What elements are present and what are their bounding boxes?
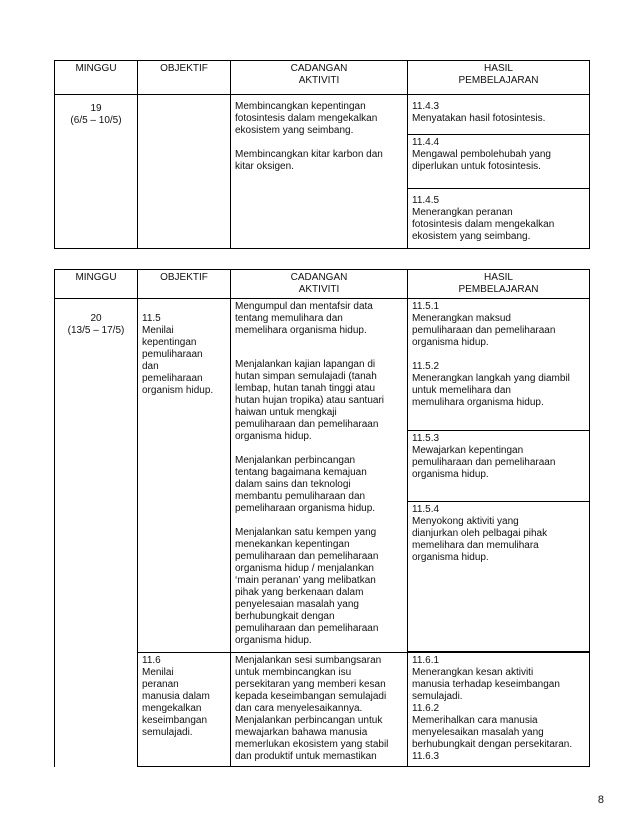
header-minggu <box>55 270 138 299</box>
week-cell <box>55 95 138 249</box>
header-cadangan-aktiviti <box>231 270 408 299</box>
header-minggu-text: MINGGU <box>75 63 117 74</box>
week-label: 20 (13/5 – 17/5) <box>67 313 125 336</box>
activity-text: Membincangkan kitar karbon dan kitar oksigen. <box>235 149 383 172</box>
lesson-table-week-20 <box>54 269 590 767</box>
header-hasil-pembelajaran <box>408 270 590 299</box>
objective-cell <box>138 299 231 653</box>
header-objektif-text: OBJEKTIF <box>160 63 208 74</box>
outcome-text: 11.4.4 Mengawal pembolehubah yang diperlukan untuk fotosintesis. <box>412 137 551 172</box>
activity-cell <box>231 653 408 767</box>
header-cadangan-text: CADANGAN AKTIVITI <box>290 272 348 295</box>
header-objektif-text: OBJEKTIF <box>160 272 208 283</box>
lesson-table-week-19 <box>54 60 590 249</box>
outcome-text: 11.5.3 Mewajarkan kepentingan pemuliharaan dan pemeliharaan organisma hidup. <box>412 433 556 480</box>
activity-text: Menjalankan satu kempen yang menekankan kepentingan pemuliharaan dan pemeliharaan organisma hidup / menjalankan ‘main peranan’ yang melibatkan pihak yang berkenaan dalam penyelesaian masalah yang berhubungkait dengan pemuliharaan dan pemeliharaan organisma hidup. <box>235 527 379 646</box>
outcome-cell <box>408 431 590 502</box>
header-cadangan-text: CADANGAN AKTIVITI <box>290 63 348 86</box>
table-header-row <box>55 270 590 299</box>
outcome-text: 11.5.2 Menerangkan langkah yang diambil untuk memelihara dan memulihara organisma hidup. <box>412 361 570 408</box>
header-hasil-text: HASIL PEMBELAJARAN <box>458 272 539 295</box>
outcome-cell <box>408 502 590 652</box>
activity-text: Mengumpul dan mentafsir data tentang memulihara dan memelihara organisma hidup. <box>235 301 373 336</box>
header-hasil-pembelajaran <box>408 61 590 95</box>
outcome-text: 11.4.3 Menyatakan hasil fotosintesis. <box>412 101 546 124</box>
header-minggu <box>55 61 138 95</box>
table-row <box>55 299 590 431</box>
week-label: 19 (6/5 – 10/5) <box>70 103 122 126</box>
outcome-text: 11.4.5 Menerangkan peranan fotosintesis dalam mengekalkan ekosistem yang seimbang. <box>412 195 555 242</box>
activity-text: Menjalankan kajian lapangan di hutan simpan semulajadi (tanah lembap, hutan tanah tinggi atau hutan hujan tropika) atau santuari haiwan untuk mengkaji pemuliharaan dan pemeliharaan organisma hidup. <box>235 359 384 442</box>
outcome-text: 11.5.1 Menerangkan maksud pemuliharaan dan pemeliharaan organisma hidup. <box>412 301 556 348</box>
header-objektif <box>138 270 231 299</box>
objective-text: 11.6 Menilai peranan manusia dalam mengekalkan keseimbangan semulajadi. <box>142 655 210 738</box>
activity-cell <box>231 299 408 653</box>
page-number: 8 <box>597 794 604 806</box>
header-minggu-text: MINGGU <box>75 272 117 283</box>
header-hasil-text: HASIL PEMBELAJARAN <box>458 63 539 86</box>
activity-text: Menjalankan perbincangan tentang bagaimana kemajuan dalam sains dan teknologi membantu pemuliharaan dan pemeliharaan organisma hidup. <box>235 455 376 514</box>
outcome-text: 11.6.1 Menerangkan kesan aktiviti manusia terhadap keseimbangan semulajadi. 11.6.2 Memerihalkan cara manusia menyelesaikan masalah yang berhubungkait dengan persekitaran. 11.6.3 <box>412 655 573 762</box>
objective-text: 11.5 Menilai kepentingan pemuliharaan dan pemeliharaan organism hidup. <box>142 313 214 396</box>
outcome-cell <box>408 653 590 767</box>
outcome-text: 11.5.4 Menyokong aktiviti yang dianjurkan oleh pelbagai pihak memelihara dan memulihara organisma hidup. <box>412 504 548 563</box>
activity-text: Menjalankan sesi sumbangsaran untuk membincangkan isu persekitaran yang memberi kesan kepada keseimbangan semulajadi dan cara menyelesaikannya. Menjalankan perbincangan untuk mewajarkan bahawa manusia memerlukan ekosistem yang stabil dan produktif untuk memastikan <box>235 655 389 762</box>
outcome-cell <box>408 95 590 135</box>
objective-cell <box>138 95 231 249</box>
outcome-cell <box>408 299 590 431</box>
outcome-cell <box>408 135 590 189</box>
objective-cell <box>138 653 231 767</box>
activity-text: Membincangkan kepentingan fotosintesis dalam mengekalkan ekosistem yang seimbang. <box>235 101 378 136</box>
outcome-cell <box>408 189 590 249</box>
activity-cell <box>231 95 408 249</box>
header-objektif <box>138 61 231 95</box>
week-cell <box>55 299 138 767</box>
table-header-row <box>55 61 590 95</box>
header-cadangan-aktiviti <box>231 61 408 95</box>
table-row <box>55 95 590 135</box>
